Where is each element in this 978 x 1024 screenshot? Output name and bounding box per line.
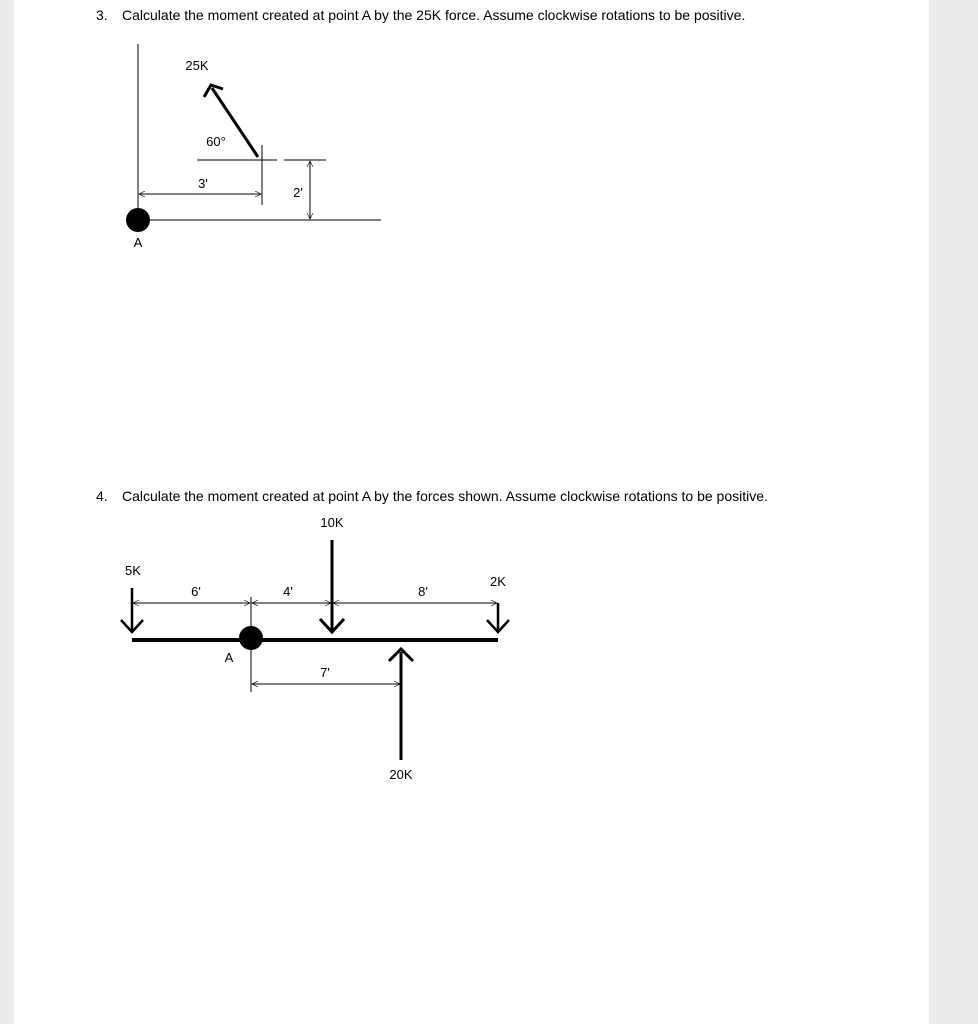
angle-label: 60° [206, 134, 226, 149]
problem-3-diagram [126, 44, 381, 250]
dimension-4-label: 4' [283, 584, 293, 599]
dimension-6-label: 6' [191, 584, 201, 599]
point-a-pin [126, 208, 150, 232]
force-25k-label: 25K [185, 58, 209, 73]
force-5k-label: 5K [125, 563, 141, 578]
vertical-dimension-label: 2' [293, 185, 303, 200]
force-20k-label: 20K [389, 767, 413, 782]
point-a-label: A [133, 235, 143, 250]
dimension-7-label: 7' [320, 665, 330, 680]
problem-4-diagram [121, 515, 509, 782]
point-a-label: A [224, 650, 234, 665]
problem-3-question: Calculate the moment created at point A by the 25K force. Assume clockwise rotations to be positive. [122, 7, 746, 23]
dimension-8-label: 8' [418, 584, 428, 599]
problem-4-number: 4. [96, 488, 108, 504]
force-2k-label: 2K [490, 574, 506, 589]
force-10k-label: 10K [320, 515, 344, 530]
problem-4-question: Calculate the moment created at point A by the forces shown. Assume clockwise rotations to be positive. [122, 488, 768, 504]
problem-3-number: 3. [96, 7, 108, 23]
horizontal-dimension-label: 3' [198, 176, 208, 191]
